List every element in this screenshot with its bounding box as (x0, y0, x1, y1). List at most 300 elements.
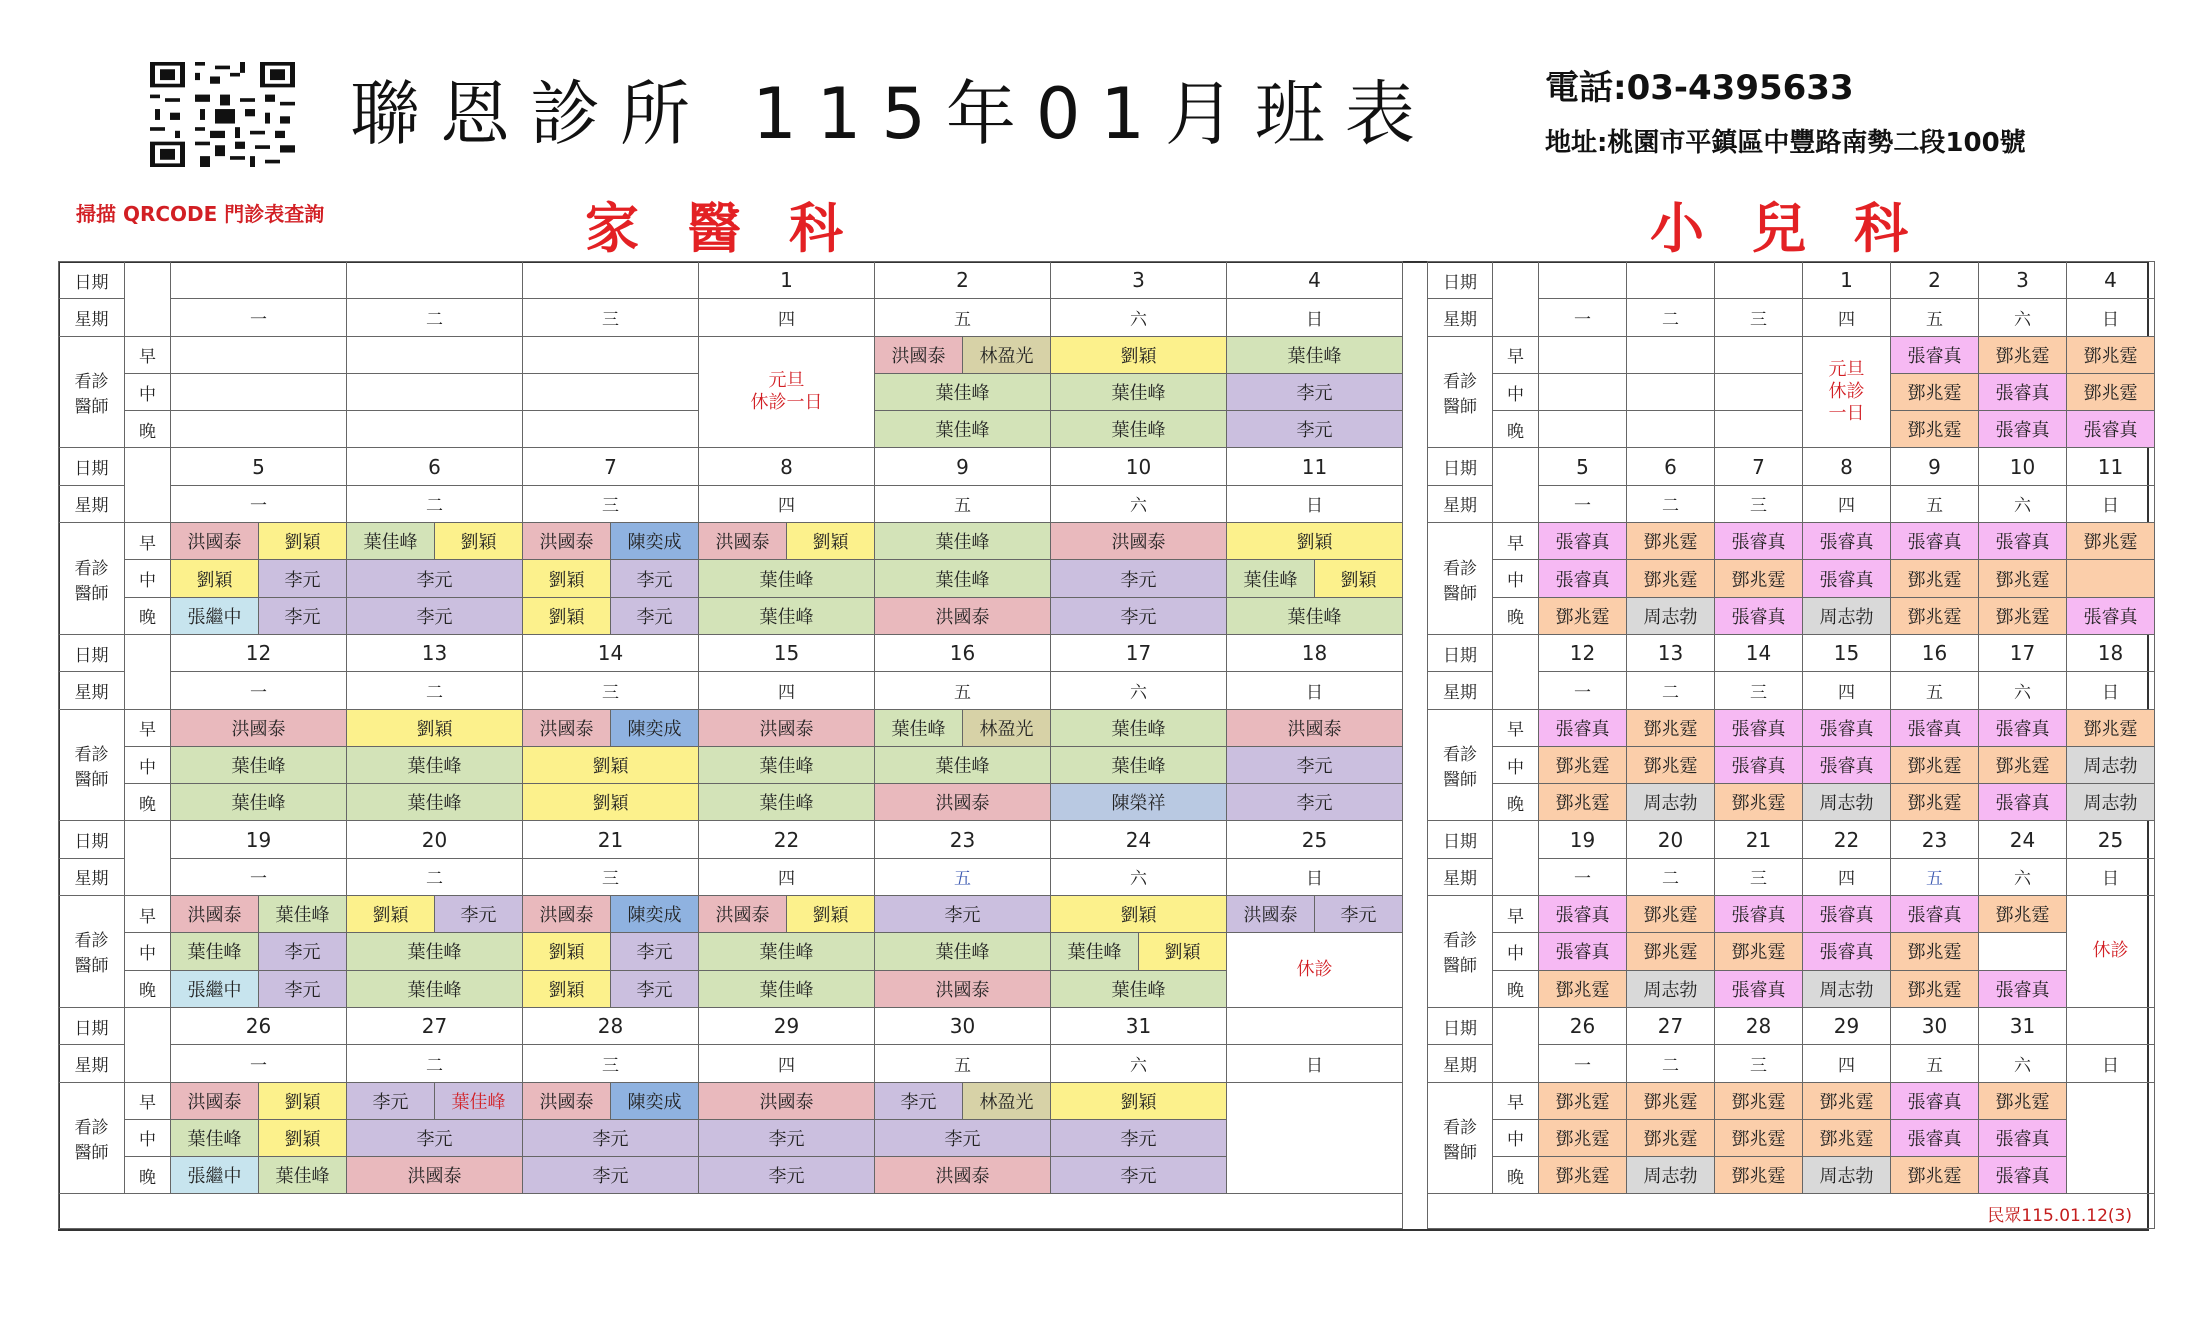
doctor-cell: 張睿真 (1803, 709, 1891, 746)
date-label: 日期 (59, 448, 125, 485)
date-cell (523, 262, 699, 299)
doctor-cell: 林盈光 (963, 1082, 1051, 1119)
doctor-cell: 張睿真 (1715, 523, 1803, 560)
weekday-cell: 一 (171, 485, 347, 522)
weekday-cell: 三 (1715, 672, 1803, 709)
weekday-cell: 六 (1979, 858, 2067, 895)
doctor-cell: 鄧兆霆 (1627, 523, 1715, 560)
doctor-cell: 葉佳峰 (1227, 560, 1315, 597)
doctor-cell: 葉佳峰 (699, 784, 875, 821)
doctor-cell: 鄧兆霆 (1715, 933, 1803, 970)
date-label: 日期 (1428, 634, 1493, 671)
weekday-cell: 日 (2067, 1045, 2155, 1082)
weekday-cell: 二 (1627, 485, 1715, 522)
doctor-cell: 周志勃 (1803, 597, 1891, 634)
doctor-cell: 葉佳峰 (1227, 597, 1403, 634)
doctor-cell: 張睿真 (1979, 411, 2067, 448)
doctor-label: 看診 醫師 (1428, 709, 1493, 821)
weekday-cell: 日 (2067, 299, 2155, 336)
date-cell: 25 (2067, 821, 2155, 858)
weekday-cell: 一 (1539, 485, 1627, 522)
date-cell: 8 (1803, 448, 1891, 485)
weekday-cell: 日 (2067, 858, 2155, 895)
doctor-cell: 張睿真 (1539, 560, 1627, 597)
doctor-cell: 鄧兆霆 (2067, 373, 2155, 410)
date-cell: 21 (523, 821, 699, 858)
doctor-cell: 葉佳峰 (875, 746, 1051, 783)
doctor-cell: 洪國泰 (171, 523, 259, 560)
doctor-cell: 劉穎 (1051, 336, 1227, 373)
doctor-cell: 鄧兆霆 (1539, 1119, 1627, 1156)
empty-cell (347, 411, 523, 448)
date-cell: 3 (1051, 262, 1227, 299)
spacer (1493, 634, 1539, 709)
doctor-cell: 張睿真 (1891, 1119, 1979, 1156)
doctor-cell: 李元 (347, 597, 523, 634)
shift-label: 中 (1493, 1119, 1539, 1156)
doctor-cell: 葉佳峰 (1051, 709, 1227, 746)
doctor-cell: 林盈光 (963, 709, 1051, 746)
shift-label: 晚 (1493, 597, 1539, 634)
date-row (1428, 448, 2155, 485)
doctor-cell: 李元 (1315, 896, 1403, 933)
doctor-cell: 周志勃 (1627, 784, 1715, 821)
doctor-cell: 劉穎 (259, 523, 347, 560)
date-cell (1227, 1007, 1403, 1044)
weekday-cell: 二 (1627, 1045, 1715, 1082)
doctor-cell: 葉佳峰 (699, 597, 875, 634)
doctor-cell: 周志勃 (2067, 784, 2155, 821)
weekday-cell: 三 (523, 858, 699, 895)
date-cell: 30 (875, 1007, 1051, 1044)
shift-row (1428, 784, 2155, 821)
shift-row (59, 1119, 1403, 1156)
doctor-cell: 鄧兆霆 (1539, 746, 1627, 783)
doctor-cell: 鄧兆霆 (1715, 1082, 1803, 1119)
footer-cell (59, 1194, 1403, 1229)
date-row (59, 262, 1403, 299)
shift-label: 早 (125, 523, 171, 560)
weekday-cell: 六 (1051, 299, 1227, 336)
weekday-cell: 三 (523, 1045, 699, 1082)
shift-label: 中 (1493, 746, 1539, 783)
doctor-cell: 洪國泰 (523, 1082, 611, 1119)
doctor-cell: 鄧兆霆 (1539, 1082, 1627, 1119)
date-cell: 9 (875, 448, 1051, 485)
empty-cell (1227, 1082, 1403, 1194)
weekday-cell: 六 (1979, 299, 2067, 336)
weekday-cell: 一 (1539, 858, 1627, 895)
doctor-cell: 陳榮祥 (1051, 784, 1227, 821)
date-cell: 23 (875, 821, 1051, 858)
date-cell: 6 (347, 448, 523, 485)
date-cell: 4 (1227, 262, 1403, 299)
doctor-cell: 鄧兆霆 (1539, 784, 1627, 821)
doctor-label: 看診 醫師 (59, 523, 125, 635)
weekday-cell: 五 (1891, 1045, 1979, 1082)
doctor-cell: 鄧兆霆 (1891, 597, 1979, 634)
doctor-cell: 鄧兆霆 (1979, 336, 2067, 373)
doctor-cell: 劉穎 (523, 784, 699, 821)
doctor-cell: 張繼中 (171, 1157, 259, 1194)
empty-cell (2067, 560, 2155, 597)
weekday-label: 星期 (59, 485, 125, 522)
doctor-cell: 李元 (1051, 1157, 1227, 1194)
doctor-cell: 葉佳峰 (171, 1119, 259, 1156)
doctor-cell: 鄧兆霆 (1891, 933, 1979, 970)
date-cell: 18 (2067, 634, 2155, 671)
date-cell: 13 (347, 634, 523, 671)
weekday-cell: 六 (1979, 1045, 2067, 1082)
doctor-label: 看診 醫師 (59, 709, 125, 821)
doctor-cell: 李元 (875, 896, 1051, 933)
date-cell: 28 (1715, 1007, 1803, 1044)
doctor-cell: 葉佳峰 (699, 560, 875, 597)
spacer (1493, 448, 1539, 523)
weekday-cell: 二 (347, 485, 523, 522)
doctor-cell: 鄧兆霆 (1627, 896, 1715, 933)
weekday-cell: 五 (1891, 672, 1979, 709)
date-cell: 17 (1979, 634, 2067, 671)
doctor-cell: 鄧兆霆 (1715, 560, 1803, 597)
date-cell: 6 (1627, 448, 1715, 485)
weekday-cell: 五 (875, 1045, 1051, 1082)
date-cell: 22 (1803, 821, 1891, 858)
doctor-cell: 張睿真 (1715, 970, 1803, 1007)
date-cell: 2 (1891, 262, 1979, 299)
doctor-cell: 李元 (1051, 1119, 1227, 1156)
weekday-cell: 四 (1803, 1045, 1891, 1082)
doctor-cell: 劉穎 (347, 896, 435, 933)
doctor-cell: 張睿真 (1979, 523, 2067, 560)
date-cell (347, 262, 523, 299)
doctor-cell: 李元 (259, 560, 347, 597)
date-cell: 5 (1539, 448, 1627, 485)
date-cell: 13 (1627, 634, 1715, 671)
doctor-cell: 張睿真 (1979, 970, 2067, 1007)
doctor-cell: 鄧兆霆 (1979, 597, 2067, 634)
shift-row (59, 746, 1403, 783)
doctor-cell: 洪國泰 (699, 523, 787, 560)
doctor-cell: 劉穎 (523, 746, 699, 783)
weekday-label: 星期 (1428, 299, 1493, 336)
doctor-cell: 劉穎 (523, 933, 611, 970)
date-cell: 22 (699, 821, 875, 858)
empty-cell (171, 336, 347, 373)
doctor-cell: 李元 (259, 970, 347, 1007)
date-cell: 27 (1627, 1007, 1715, 1044)
doctor-cell: 洪國泰 (171, 709, 347, 746)
doctor-cell: 鄧兆霆 (1979, 896, 2067, 933)
date-cell: 7 (523, 448, 699, 485)
doctor-cell: 洪國泰 (1227, 709, 1403, 746)
doctor-cell: 劉穎 (1227, 523, 1403, 560)
doctor-cell: 李元 (1227, 411, 1403, 448)
weekday-cell: 一 (171, 672, 347, 709)
shift-row (1428, 411, 2155, 448)
empty-cell (1715, 336, 1803, 373)
shift-label: 中 (125, 373, 171, 410)
doctor-cell: 李元 (611, 970, 699, 1007)
qr-code-icon[interactable] (150, 62, 295, 167)
weekday-cell: 五 (875, 299, 1051, 336)
empty-cell (523, 411, 699, 448)
weekday-cell: 五 (875, 672, 1051, 709)
date-cell: 14 (523, 634, 699, 671)
weekday-label: 星期 (1428, 858, 1493, 895)
doctor-cell: 李元 (875, 1119, 1051, 1156)
weekday-cell: 三 (523, 672, 699, 709)
doctor-cell: 鄧兆霆 (1891, 411, 1979, 448)
doctor-cell: 葉佳峰 (347, 523, 435, 560)
shift-label: 中 (1493, 373, 1539, 410)
doctor-cell: 洪國泰 (171, 896, 259, 933)
weekday-row (59, 299, 1403, 336)
weekday-cell: 二 (1627, 299, 1715, 336)
date-label: 日期 (59, 634, 125, 671)
empty-cell (523, 336, 699, 373)
date-cell (1539, 262, 1627, 299)
doctor-cell: 劉穎 (259, 1082, 347, 1119)
weekday-cell: 二 (347, 858, 523, 895)
weekday-cell: 二 (347, 672, 523, 709)
date-cell: 28 (523, 1007, 699, 1044)
doctor-cell: 洪國泰 (699, 1082, 875, 1119)
doctor-cell: 葉佳峰 (1227, 336, 1403, 373)
shift-row (59, 896, 1403, 933)
date-cell: 3 (1979, 262, 2067, 299)
doctor-cell: 葉佳峰 (347, 933, 523, 970)
weekday-cell: 三 (1715, 858, 1803, 895)
doctor-cell: 周志勃 (1627, 1157, 1715, 1194)
date-row (59, 448, 1403, 485)
date-cell: 1 (699, 262, 875, 299)
weekday-cell: 二 (1627, 858, 1715, 895)
weekday-cell: 六 (1979, 485, 2067, 522)
weekday-cell: 四 (699, 672, 875, 709)
empty-cell (171, 373, 347, 410)
doctor-cell: 葉佳峰 (1051, 373, 1227, 410)
date-cell: 20 (347, 821, 523, 858)
doctor-label: 看診 醫師 (1428, 523, 1493, 635)
shift-label: 早 (125, 1082, 171, 1119)
weekday-cell: 四 (1803, 858, 1891, 895)
doctor-cell: 鄧兆霆 (2067, 336, 2155, 373)
weekday-cell: 一 (171, 1045, 347, 1082)
date-label: 日期 (1428, 821, 1493, 858)
doctor-cell: 陳奕成 (611, 1082, 699, 1119)
doctor-cell: 葉佳峰 (435, 1082, 523, 1119)
weekday-row (59, 485, 1403, 522)
doctor-cell: 張睿真 (1539, 896, 1627, 933)
shift-row (1428, 1157, 2155, 1194)
date-label: 日期 (1428, 1007, 1493, 1044)
doctor-cell: 李元 (611, 933, 699, 970)
doctor-cell: 洪國泰 (1227, 896, 1315, 933)
holiday-note: 元旦 休診一日 (699, 336, 875, 448)
weekday-label: 星期 (1428, 672, 1493, 709)
weekday-cell: 六 (1979, 672, 2067, 709)
doctor-cell: 葉佳峰 (699, 933, 875, 970)
weekday-cell: 日 (1227, 1045, 1403, 1082)
shift-label: 早 (1493, 1082, 1539, 1119)
date-cell: 15 (1803, 634, 1891, 671)
spacer (125, 262, 171, 337)
shift-label: 晚 (1493, 411, 1539, 448)
doctor-cell: 鄧兆霆 (1627, 709, 1715, 746)
shift-row (1428, 970, 2155, 1007)
weekday-cell: 五 (1891, 485, 1979, 522)
doctor-cell: 劉穎 (435, 523, 523, 560)
shift-label: 晚 (1493, 1157, 1539, 1194)
weekday-row (59, 858, 1403, 895)
family-schedule-table (58, 261, 1403, 1229)
doctor-cell: 李元 (1227, 373, 1403, 410)
weekday-cell: 四 (699, 1045, 875, 1082)
weekday-cell: 三 (1715, 299, 1803, 336)
date-cell: 29 (699, 1007, 875, 1044)
weekday-cell: 四 (699, 858, 875, 895)
doctor-cell: 李元 (523, 1157, 699, 1194)
doctor-cell: 洪國泰 (699, 896, 787, 933)
shift-row (59, 1157, 1403, 1194)
phone-number: 電話:03-4395633 (1545, 68, 1854, 108)
shift-label: 早 (1493, 709, 1539, 746)
date-cell: 23 (1891, 821, 1979, 858)
date-row (59, 821, 1403, 858)
date-cell: 10 (1979, 448, 2067, 485)
doctor-cell: 張睿真 (1891, 336, 1979, 373)
weekday-cell: 一 (1539, 299, 1627, 336)
doctor-cell: 張睿真 (2067, 411, 2155, 448)
doctor-cell: 鄧兆霆 (1627, 1119, 1715, 1156)
date-cell: 14 (1715, 634, 1803, 671)
doctor-cell: 張睿真 (1539, 709, 1627, 746)
doctor-label: 看診 醫師 (1428, 336, 1493, 448)
doctor-cell: 葉佳峰 (875, 411, 1051, 448)
doctor-cell: 林盈光 (963, 336, 1051, 373)
doctor-cell: 葉佳峰 (1051, 933, 1139, 970)
date-cell: 25 (1227, 821, 1403, 858)
doctor-cell: 鄧兆霆 (1627, 1082, 1715, 1119)
doctor-cell: 鄧兆霆 (1979, 560, 2067, 597)
date-label: 日期 (59, 821, 125, 858)
doctor-cell: 劉穎 (347, 709, 523, 746)
weekday-cell: 六 (1051, 858, 1227, 895)
date-row (1428, 1007, 2155, 1044)
date-cell: 21 (1715, 821, 1803, 858)
doctor-label: 看診 醫師 (1428, 896, 1493, 1008)
doctor-label: 看診 醫師 (59, 336, 125, 448)
date-cell (1715, 262, 1803, 299)
doctor-cell: 洪國泰 (875, 597, 1051, 634)
doctor-cell: 鄧兆霆 (1539, 970, 1627, 1007)
doctor-cell: 張睿真 (2067, 597, 2155, 634)
weekday-cell: 一 (1539, 1045, 1627, 1082)
doctor-cell: 李元 (1227, 784, 1403, 821)
doctor-cell: 鄧兆霆 (1715, 784, 1803, 821)
empty-cell (1539, 411, 1627, 448)
doctor-cell: 張睿真 (1979, 784, 2067, 821)
empty-cell (347, 336, 523, 373)
date-cell: 19 (1539, 821, 1627, 858)
shift-row (1428, 896, 2155, 933)
doctor-cell: 張睿真 (1803, 560, 1891, 597)
doctor-cell: 張睿真 (1979, 1119, 2067, 1156)
shift-row (59, 709, 1403, 746)
pediatrics-schedule-table (1427, 261, 2155, 1229)
doctor-cell: 李元 (699, 1119, 875, 1156)
doctor-cell: 周志勃 (1627, 597, 1715, 634)
spacer (1493, 1007, 1539, 1082)
doctor-cell: 張睿真 (1891, 1082, 1979, 1119)
date-cell: 26 (1539, 1007, 1627, 1044)
date-cell: 17 (1051, 634, 1227, 671)
shift-label: 中 (125, 933, 171, 970)
weekday-cell: 日 (2067, 672, 2155, 709)
empty-cell (1715, 411, 1803, 448)
shift-label: 晚 (125, 1157, 171, 1194)
doctor-cell: 張睿真 (1539, 933, 1627, 970)
doctor-cell: 鄧兆霆 (1627, 933, 1715, 970)
doctor-cell: 李元 (347, 1119, 523, 1156)
doctor-cell: 葉佳峰 (699, 970, 875, 1007)
doctor-cell: 洪國泰 (523, 709, 611, 746)
spacer (125, 448, 171, 523)
shift-row (59, 523, 1403, 560)
date-cell (171, 262, 347, 299)
date-cell: 18 (1227, 634, 1403, 671)
footer-row (59, 1194, 1403, 1229)
date-cell: 12 (171, 634, 347, 671)
doctor-cell: 洪國泰 (875, 1157, 1051, 1194)
weekday-label: 星期 (1428, 485, 1493, 522)
doctor-cell: 葉佳峰 (259, 1157, 347, 1194)
doctor-cell: 李元 (1051, 560, 1227, 597)
weekday-cell: 四 (699, 299, 875, 336)
date-label: 日期 (59, 1007, 125, 1044)
doctor-cell: 葉佳峰 (875, 709, 963, 746)
shift-row (59, 560, 1403, 597)
date-label: 日期 (59, 262, 125, 299)
doctor-cell: 李元 (611, 597, 699, 634)
doctor-cell: 葉佳峰 (875, 933, 1051, 970)
doctor-cell: 張睿真 (1803, 933, 1891, 970)
empty-cell (347, 373, 523, 410)
doctor-cell: 周志勃 (1803, 970, 1891, 1007)
date-cell: 11 (1227, 448, 1403, 485)
shift-label: 中 (125, 746, 171, 783)
date-cell: 7 (1715, 448, 1803, 485)
shift-row (59, 597, 1403, 634)
date-label: 日期 (1428, 448, 1493, 485)
doctor-cell: 葉佳峰 (347, 970, 523, 1007)
shift-row (59, 1082, 1403, 1119)
date-cell: 2 (875, 262, 1051, 299)
doctor-cell: 李元 (875, 1082, 963, 1119)
doctor-cell: 劉穎 (1139, 933, 1227, 970)
doctor-cell: 葉佳峰 (1051, 411, 1227, 448)
shift-label: 晚 (125, 970, 171, 1007)
doctor-cell: 李元 (523, 1119, 699, 1156)
date-cell: 24 (1979, 821, 2067, 858)
doctor-cell: 張睿真 (1891, 523, 1979, 560)
doctor-cell: 張睿真 (1979, 1157, 2067, 1194)
weekday-cell: 二 (347, 299, 523, 336)
pediatrics-dept-title: 小兒科 (1650, 197, 1956, 260)
doctor-cell: 葉佳峰 (171, 746, 347, 783)
date-cell: 16 (1891, 634, 1979, 671)
